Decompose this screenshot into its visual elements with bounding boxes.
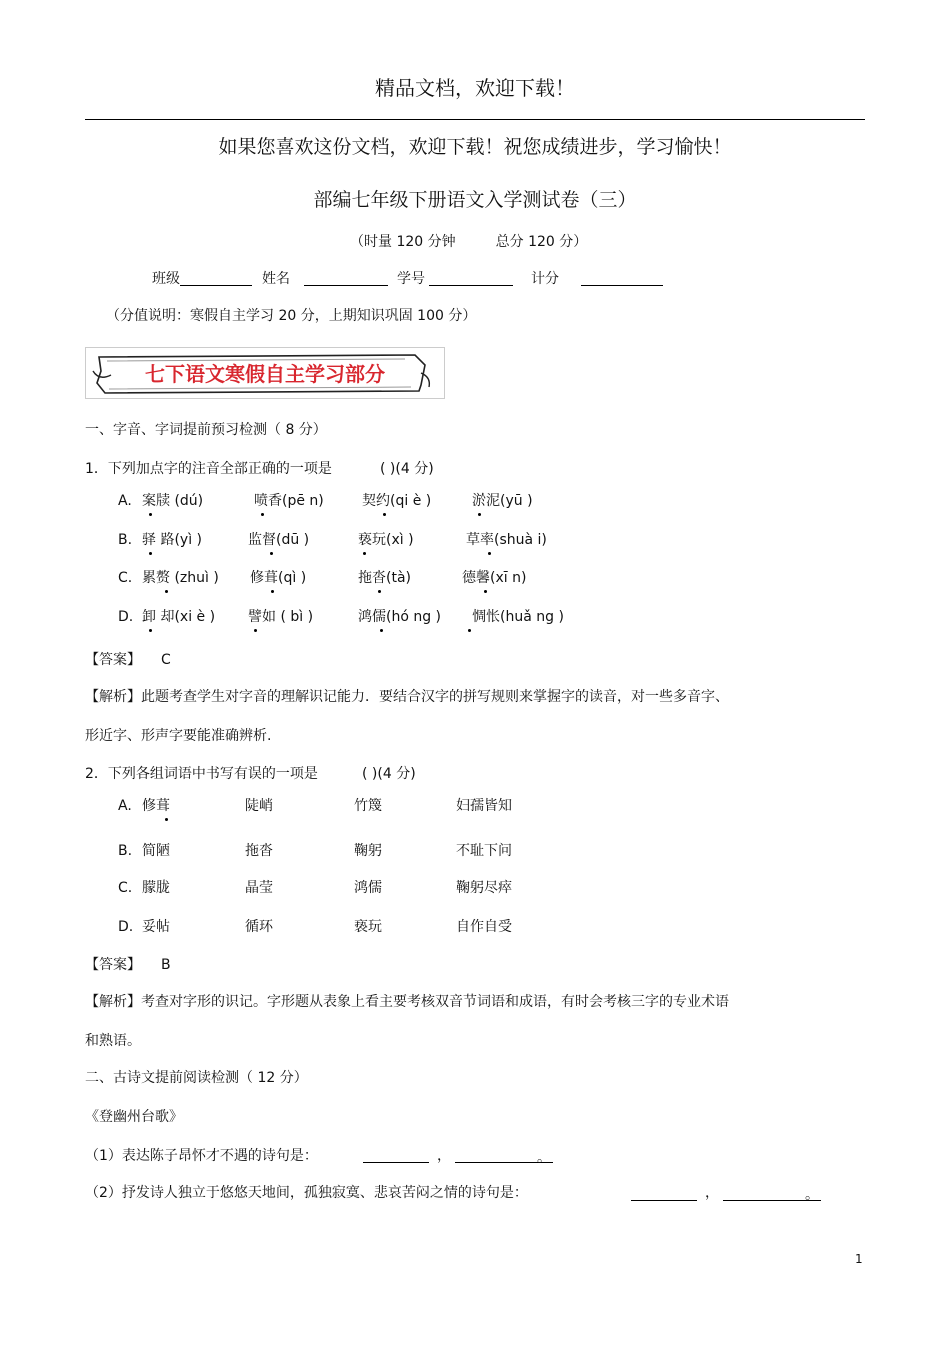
section-2-heading: 二、古诗文提前阅读检测（ 12 分） — [85, 1070, 308, 1086]
q1-analysis-line-1 — [85, 688, 729, 706]
analysis-text: 此题考查学生对字音的理解识记能力．要结合汉字的拼写规则来掌握字的读音，对一些多音字、 — [141, 689, 729, 705]
q2-option-c-letter: C. — [118, 880, 133, 896]
q1-option-a-2: 喷香(pē n) — [254, 493, 324, 509]
emphasis-dot — [165, 818, 168, 821]
emphasis-dot — [254, 629, 257, 632]
q2-option-b-2: 拖沓 — [245, 843, 273, 859]
q1-option-d-2: 譬如 ( bì ) — [248, 609, 314, 625]
score-blank — [581, 271, 663, 286]
q2-option-c-1: 朦胧 — [142, 880, 170, 896]
q2-option-a-1: 修葺 — [142, 798, 170, 814]
q1-stem: 1．下列加点字的注音全部正确的一项是 — [85, 461, 332, 477]
score-label: 计分 — [531, 271, 559, 287]
id-label: 学号 — [397, 271, 425, 287]
q1-option-c-letter: C. — [118, 570, 133, 586]
emphasis-dot — [165, 590, 168, 593]
q2-option-b-letter: B. — [118, 843, 133, 859]
q1-analysis-line-2: 形近字、形声字要能准确辨析. — [85, 728, 272, 744]
q1-option-c-2: 修葺(qì ) — [250, 570, 307, 586]
poem-q1: （1）表达陈子昂怀才不遇的诗句是： — [85, 1148, 318, 1164]
poem-q1-period: 。 — [537, 1150, 551, 1166]
section-1-heading: 一、字音、字词提前预习检测（ 8 分） — [85, 422, 327, 438]
emphasis-dot — [270, 552, 273, 555]
analysis-text: 考查对字形的识记。字形题从表象上看主要考核双音节词语和成语，有时会考核三字的专业术语 — [141, 994, 729, 1010]
name-blank — [304, 271, 388, 286]
q1-option-d-3: 鸿儒(hó ng ) — [358, 609, 442, 625]
q1-option-c-1: 累赘 (zhuì ) — [142, 570, 219, 586]
emphasis-dot — [468, 629, 471, 632]
q2-option-a-4: 妇孺皆知 — [456, 798, 512, 814]
analysis-label: 【解析】 — [85, 689, 141, 705]
name-label: 姓名 — [262, 271, 290, 287]
q1-option-d-letter: D. — [118, 609, 134, 625]
emphasis-dot — [271, 590, 274, 593]
poem-q2-comma: ， — [705, 1185, 719, 1201]
q2-analysis-line-1 — [85, 993, 729, 1011]
q2-option-d-1: 妥帖 — [142, 919, 170, 935]
id-blank — [429, 271, 513, 286]
q2-answer — [85, 956, 171, 974]
page-number: 1 — [855, 1252, 863, 1266]
q2-option-b-3: 鞠躬 — [354, 843, 382, 859]
q1-option-d-4: 惆怅(huǎ ng ) — [472, 609, 564, 625]
q2-option-a-3: 竹篾 — [354, 798, 382, 814]
q2-option-a-2: 陡峭 — [245, 798, 273, 814]
q1-option-a-1: 案牍 (dú) — [142, 493, 204, 509]
poem-title: 《登幽州台歌》 — [85, 1109, 183, 1125]
emphasis-dot — [478, 513, 481, 516]
section-banner — [85, 347, 445, 399]
emphasis-dot — [484, 590, 487, 593]
q2-option-b-4: 不耻下问 — [456, 843, 512, 859]
emphasis-dot — [488, 552, 491, 555]
class-blank — [180, 271, 252, 286]
promo-text: 如果您喜欢这份文档，欢迎下载！祝您成绩进步，学习愉快！ — [218, 136, 732, 158]
q1-option-c-4: 德馨(xī n) — [462, 570, 527, 586]
banner-text: 七下语文寒假自主学习部分 — [145, 362, 385, 386]
emphasis-dot — [149, 513, 152, 516]
q2-option-c-3: 鸿儒 — [354, 880, 382, 896]
poem-q1-comma: ， — [437, 1148, 451, 1164]
q2-analysis-line-2: 和熟语。 — [85, 1033, 141, 1049]
info-name — [262, 268, 388, 288]
header-rule — [85, 119, 865, 120]
q1-option-b-3: 亵玩(xì ) — [358, 532, 414, 548]
emphasis-dot — [149, 629, 152, 632]
emphasis-dot — [149, 552, 152, 555]
q1-option-b-letter: B. — [118, 532, 133, 548]
q1-option-d-1: 卸 却(xi è ) — [142, 609, 216, 625]
duration-text: （时量 120 分钟 — [350, 234, 456, 250]
q2-option-d-3: 亵玩 — [354, 919, 382, 935]
q1-option-a-3: 契约(qi è ) — [362, 493, 432, 509]
q2-option-b-1: 简陋 — [142, 843, 170, 859]
emphasis-dot — [383, 513, 386, 516]
poem-q1-blank-1 — [363, 1162, 429, 1163]
page-title: 部编七年级下册语文入学测试卷（三） — [313, 189, 637, 211]
page-header: 精品文档，欢迎下载！ — [375, 76, 575, 100]
q1-option-a-4: 淤泥(yū ) — [472, 493, 533, 509]
q1-option-a-letter: A. — [118, 493, 132, 509]
q2-paren: ( )(4 分) — [362, 766, 416, 782]
emphasis-dot — [380, 629, 383, 632]
q1-option-b-2: 监督(dū ) — [248, 532, 310, 548]
exam-time — [350, 231, 587, 251]
q1-answer — [85, 651, 171, 669]
analysis-label: 【解析】 — [85, 994, 141, 1010]
emphasis-dot — [378, 590, 381, 593]
q1-option-c-3: 拖沓(tà) — [358, 570, 411, 586]
total-score-text: 总分 120 分） — [495, 234, 588, 250]
q2-option-d-4: 自作自受 — [456, 919, 512, 935]
emphasis-dot — [363, 552, 366, 555]
poem-q2-period: 。 — [805, 1187, 819, 1203]
poem-q2-blank-1 — [631, 1200, 697, 1201]
q2-option-c-2: 晶莹 — [245, 880, 273, 896]
poem-q2: （2）抒发诗人独立于悠悠天地间，孤独寂寞、悲哀苦闷之情的诗句是： — [85, 1185, 528, 1201]
q2-option-d-letter: D. — [118, 919, 134, 935]
emphasis-dot — [261, 513, 264, 516]
answer-label: 【答案】 — [85, 957, 141, 973]
q1-option-b-4: 草率(shuà i) — [466, 532, 547, 548]
info-score — [531, 268, 663, 288]
info-id — [397, 268, 513, 288]
class-label: 班级 — [152, 271, 180, 287]
q2-option-c-4: 鞠躬尽瘁 — [456, 880, 512, 896]
q2-option-a-letter: A. — [118, 798, 132, 814]
q2-option-d-2: 循环 — [245, 919, 273, 935]
q2-stem: 2．下列各组词语中书写有误的一项是 — [85, 766, 318, 782]
score-note: （分值说明：寒假自主学习 20 分，上期知识巩固 100 分） — [106, 308, 477, 324]
answer-label: 【答案】 — [85, 652, 141, 668]
q1-paren: ( )(4 分) — [380, 461, 434, 477]
q1-option-b-1: 驿 路(yì ) — [142, 532, 202, 548]
answer-value: C — [161, 652, 171, 668]
answer-value: B — [161, 957, 171, 973]
info-class — [152, 268, 252, 288]
